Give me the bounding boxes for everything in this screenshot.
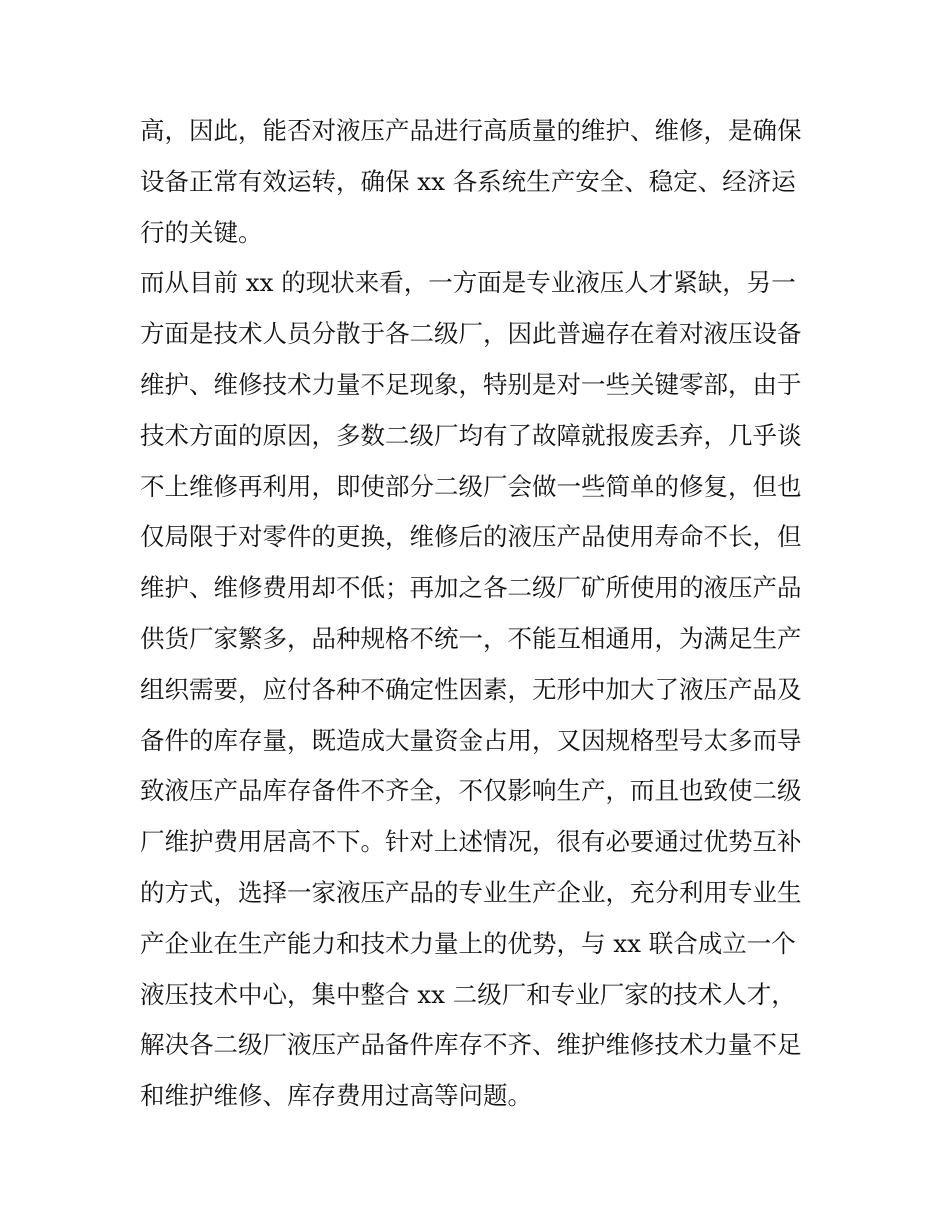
text-line: 产企业在生产能力和技术力量上的优势，与 xx 联合成立一个 — [140, 928, 796, 958]
text-line: 仅局限于对零件的更换，维修后的液压产品使用寿命不长，但 — [140, 522, 802, 552]
text-line: 备件的库存量，既造成大量资金占用，又因规格型号太多而导 — [140, 725, 802, 755]
text-line: 和维护维修、库存费用过高等问题。 — [140, 1081, 532, 1111]
text-line: 组织需要，应付各种不确定性因素，无形中加大了液压产品及 — [140, 674, 802, 704]
text-line: 致液压产品库存备件不齐全，不仅影响生产，而且也致使二级 — [140, 776, 802, 806]
text-line: 解决各二级厂液压产品备件库存不齐、维护维修技术力量不足 — [140, 1030, 802, 1060]
text-line: 不上维修再利用，即使部分二级厂会做一些简单的修复，但也 — [140, 471, 802, 501]
text-line: 的方式，选择一家液压产品的专业生产企业，充分利用专业生 — [140, 877, 802, 907]
text-line: 液压技术中心，集中整合 xx 二级厂和专业厂家的技术人才， — [140, 979, 796, 1009]
text-line: 维护、维修费用却不低；再加之各二级厂矿所使用的液压产品 — [140, 573, 802, 603]
text-line: 而从目前 xx 的现状来看，一方面是专业液压人才紧缺，另一 — [140, 268, 796, 298]
text-line: 设备正常有效运转，确保 xx 各系统生产安全、稳定、经济运 — [140, 166, 796, 196]
body-text — [140, 106, 820, 1122]
text-line: 行的关键。 — [140, 217, 263, 247]
text-line: 方面是技术人员分散于各二级厂，因此普遍存在着对液压设备 — [140, 319, 802, 349]
text-line: 高，因此，能否对液压产品进行高质量的维护、维修，是确保 — [140, 116, 802, 145]
text-line: 厂维护费用居高不下。针对上述情况，很有必要通过优势互补 — [140, 827, 802, 857]
text-line: 技术方面的原因，多数二级厂均有了故障就报废丢弃，几乎谈 — [140, 420, 802, 450]
text-line: 维护、维修技术力量不足现象，特别是对一些关键零部，由于 — [140, 369, 802, 399]
text-line: 供货厂家繁多，品种规格不统一，不能互相通用，为满足生产 — [140, 623, 802, 653]
